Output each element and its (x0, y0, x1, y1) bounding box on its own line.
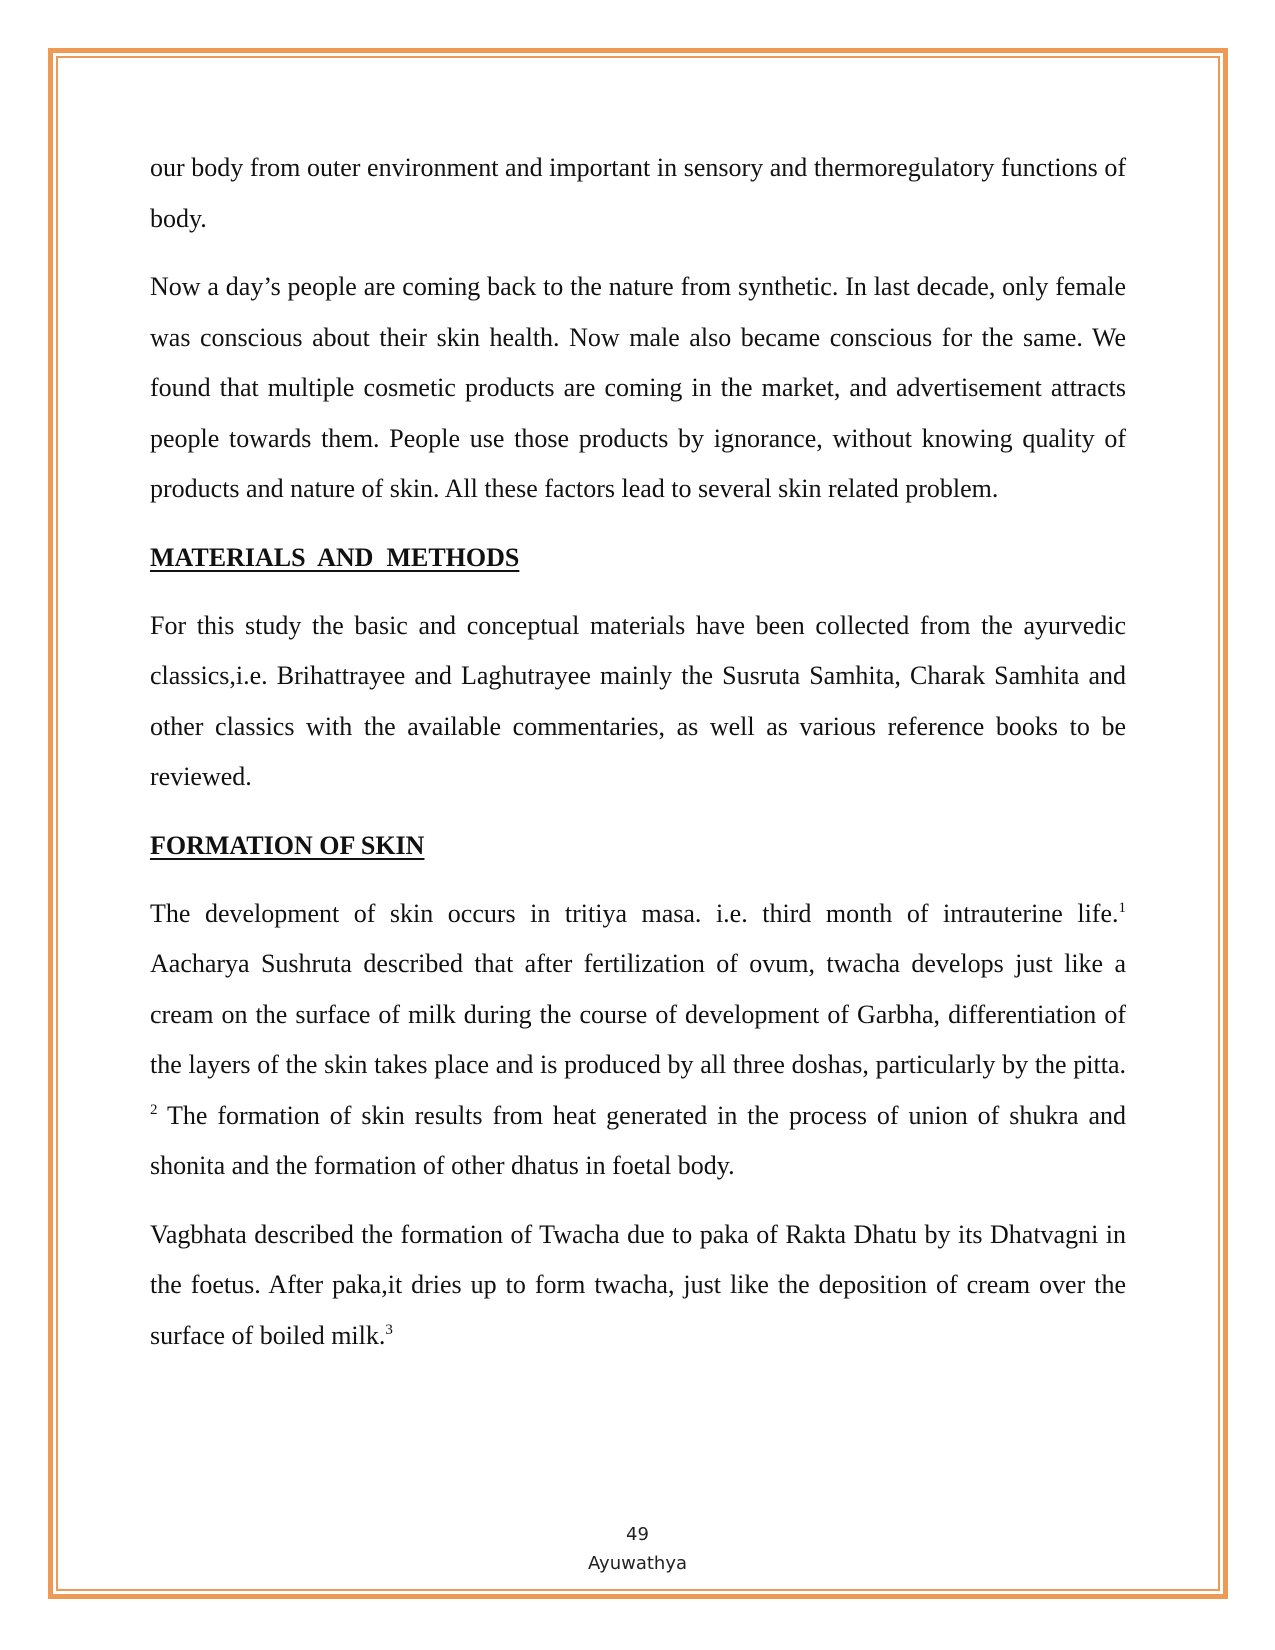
text-segment: Vagbhata described the formation of Twacha due to paka of Rakta Dhatu by its Dhatvagni in the foetus. After paka,it dries up to form twacha, just like the deposition of cream over the surface of boiled milk. (150, 1219, 1126, 1350)
page-number: 49 (626, 1524, 649, 1545)
footnote-ref-1: 1 (1118, 899, 1126, 916)
footnote-ref-3: 3 (385, 1321, 393, 1338)
paragraph-formation-1 (150, 889, 1126, 1192)
paragraph-nature: Now a day’s people are coming back to the nature from synthetic. In last decade, only female was conscious about their skin health. Now male also became conscious for the same. We found that multiple cosmetic products are coming in the market, and advertisement attracts people towards them. People use those products by ignorance, without knowing quality of products and nature of skin. All these factors lead to several skin related problem. (150, 272, 1126, 503)
text-segment: The development of skin occurs in tritiya masa. i.e. third month of intrauterine life. (150, 898, 1119, 928)
heading-formation-of-skin: FORMATION OF SKIN (150, 830, 425, 860)
text-segment: The formation of skin results from heat generated in the process of union of shukra and shonita and the formation of other dhatus in foetal body. (150, 1100, 1126, 1180)
journal-name: Ayuwathya (587, 1553, 688, 1574)
heading-materials-and-methods: MATERIALS AND METHODS (150, 542, 520, 572)
text-segment: Aacharya Sushruta described that after fertilization of ovum, twacha develops just like a cream on the surface of milk during the course of development of Garbha, differentiation of the layers of the skin takes place and is produced by all three doshas, particularly by the pitta. (150, 949, 1126, 1079)
paragraph-formation-2 (150, 1210, 1126, 1362)
page-body (150, 143, 1126, 1361)
footnote-ref-2: 2 (150, 1101, 158, 1118)
paragraph-materials: For this study the basic and conceptual materials have been collected from the ayurvedic classics,i.e. Brihattrayee and Laghutrayee mainly the Susruta Samhita, Charak Samhita and other classics with the available commentaries, as well as various reference books to be reviewed. (150, 610, 1126, 791)
paragraph-intro-continuation: our body from outer environment and important in sensory and thermoregulatory functions of body. (150, 153, 1126, 233)
